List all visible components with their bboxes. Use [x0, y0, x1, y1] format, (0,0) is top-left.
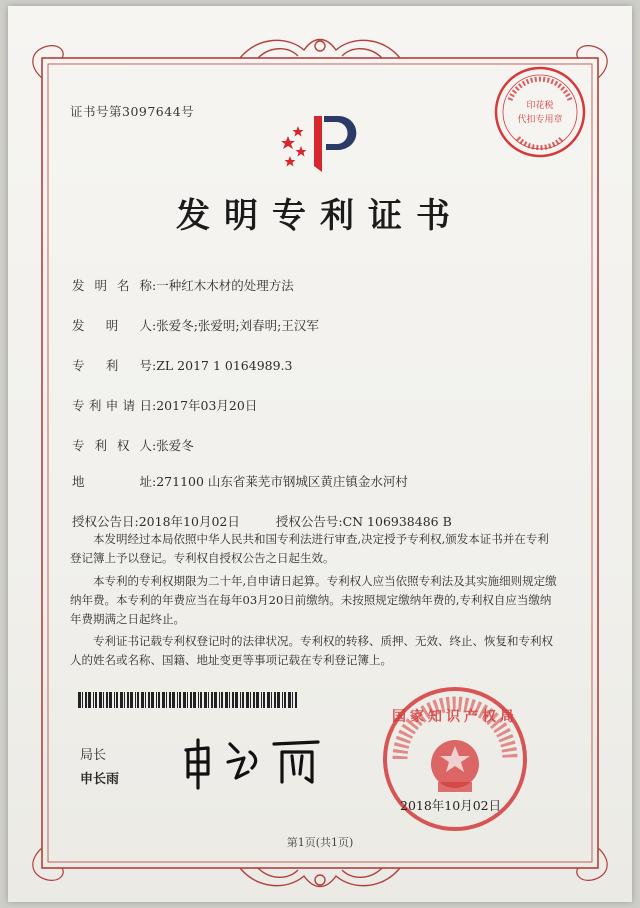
body-paragraph: 专利证书记载专利权登记时的法律状况。专利权的转移、质押、无效、终止、恢复和专利权人的姓名或名称、国籍、地址变更等事项记载在专利登记簿上。 — [70, 634, 553, 667]
field-label: 专利申请日 — [72, 398, 152, 413]
announcement-date-value: 2018年10月02日 — [138, 514, 240, 529]
field-label: 专利号 — [72, 358, 152, 373]
field-row: 发明名称:一种红木木材的处理方法 — [72, 278, 294, 293]
certificate-paper — [8, 6, 632, 902]
seal-text: 国家知识产权局 — [392, 709, 518, 725]
tax-stamp-seal — [492, 64, 588, 160]
field-value: ZL 2017 1 0164989.3 — [156, 358, 293, 373]
announcement-no-label: 授权公告号 — [275, 514, 339, 529]
body-paragraph: 本专利的专利权期限为二十年,自申请日起算。专利权人应当依照专利法及其实施细则规定缴纳年费。本专利的年费应当在每年03月20日前缴纳。未按照规定缴纳年费的,专利权自应当缴纳年费期满之日起终止。 — [70, 574, 557, 626]
director-title: 局长 — [80, 748, 107, 763]
barcode — [78, 692, 298, 708]
certificate-number: 证书号第3097644号 — [70, 104, 195, 119]
field-value: 271100 山东省莱芜市钢城区黄庄镇金水河村 — [156, 474, 408, 489]
issue-date: 2018年10月02日 — [400, 798, 502, 813]
field-row: 专利申请日:2017年03月20日 — [72, 398, 258, 413]
field-value: 张爱冬 — [156, 438, 194, 453]
svg-text:代扣专用章: 代扣专用章 — [517, 115, 563, 125]
cnipa-logo — [268, 106, 378, 176]
field-label: 发明人 — [72, 318, 152, 333]
field-value: 2017年03月20日 — [156, 398, 258, 413]
field-label: 发明名称 — [72, 278, 152, 293]
announcement-date-label: 授权公告日 — [72, 514, 135, 529]
body-paragraph: 本发明经过本局依照中华人民共和国专利法进行审查,决定授予专利权,颁发本证书并在专利登记簿上予以登记。专利权自授权公告之日起生效。 — [70, 532, 549, 565]
svg-text:印花税: 印花税 — [526, 101, 554, 111]
director-signature — [178, 722, 338, 792]
document-title: 发明专利证书 — [176, 196, 464, 236]
field-row: 专利号:ZL 2017 1 0164989.3 — [72, 358, 293, 373]
director-name: 申长雨 — [80, 772, 120, 787]
field-value: 张爱冬;张爱明;刘春明;王汉军 — [156, 318, 319, 333]
field-row: 专利权人:张爱冬 — [72, 438, 194, 453]
field-row: 地址:271100 山东省莱芜市钢城区黄庄镇金水河村 — [72, 474, 408, 489]
field-label: 专利权人 — [72, 438, 152, 453]
announcement-row: 授权公告日:2018年10月02日 授权公告号:CN 106938486 B — [72, 514, 452, 529]
announcement-no-value: CN 106938486 B — [342, 514, 452, 529]
field-value: 一种红木木材的处理方法 — [156, 278, 294, 293]
page-indicator: 第1页(共1页) — [286, 836, 354, 849]
field-label: 地址 — [72, 474, 152, 489]
field-row: 发明人:张爱冬;张爱明;刘春明;王汉军 — [72, 318, 319, 333]
